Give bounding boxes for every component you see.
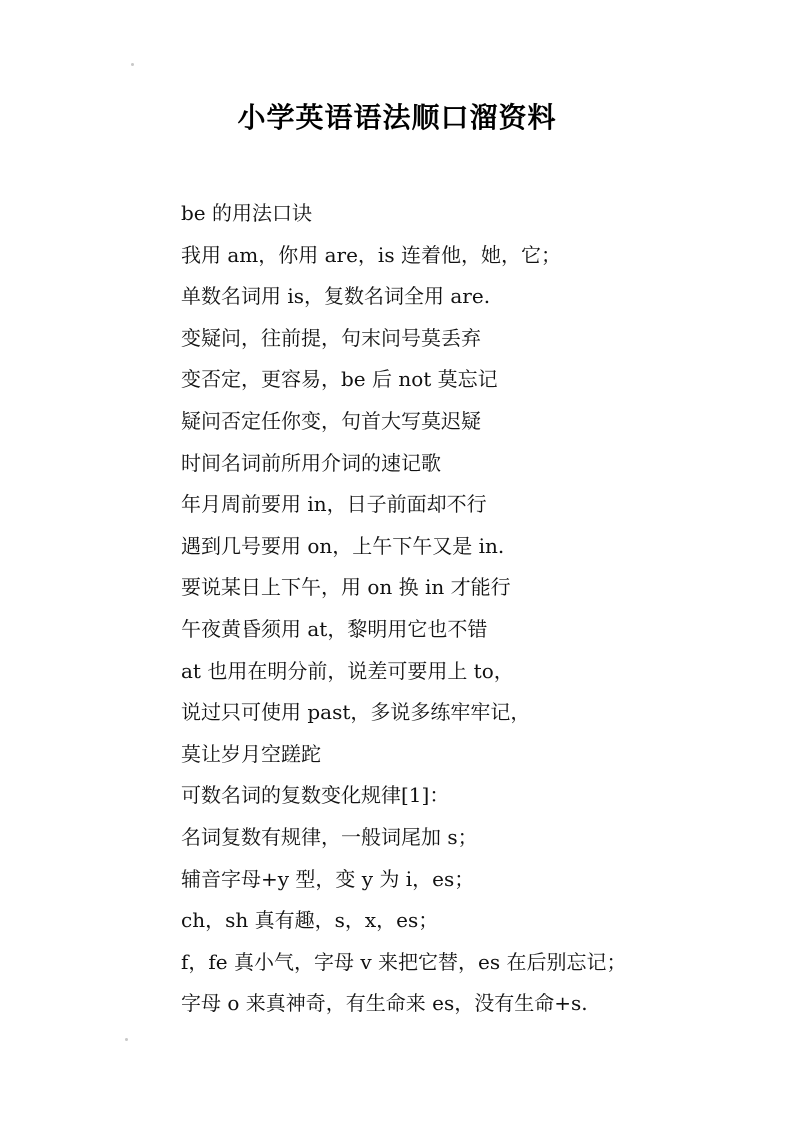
text-line: 名词复数有规律，一般词尾加 s； xyxy=(181,824,478,849)
text-line: be 的用法口诀 xyxy=(181,201,312,225)
text-line: 说过只可使用 past，多说多练牢牢记， xyxy=(181,700,531,725)
scan-speck-top xyxy=(131,63,134,66)
text-line: 年月周前要用 in，日子前面却不行 xyxy=(181,492,487,517)
text-line: f，fe 真小气，字母 v 来把它替，es 在后别忘记； xyxy=(181,949,627,974)
text-line: 要说某日上下午，用 on 换 in 才能行 xyxy=(181,575,511,600)
text-line: 字母 o 来真神奇，有生命来 es，没有生命+s. xyxy=(181,991,588,1016)
text-line: ch，sh 真有趣，s，x，es； xyxy=(181,908,439,933)
text-line: 午夜黄昏须用 at，黎明用它也不错 xyxy=(181,616,488,641)
text-line: 可数名词的复数变化规律[1]： xyxy=(181,783,450,808)
text-line: 辅音字母+y 型，变 y 为 i，es； xyxy=(181,866,475,891)
text-line: 时间名词前所用介词的速记歌 xyxy=(181,450,441,475)
text-line: 我用 am，你用 are，is 连着他，她，它； xyxy=(181,242,561,267)
text-line: 遇到几号要用 on，上午下午又是 in. xyxy=(181,533,505,558)
text-line: 单数名词用 is，复数名词全用 are. xyxy=(181,284,491,309)
document-title: 小学英语语法顺口溜资料 xyxy=(237,101,557,134)
document-body xyxy=(181,193,741,1025)
text-line: 疑问否定任你变，句首大写莫迟疑 xyxy=(181,408,481,433)
text-line: 变疑问，往前提，句末问号莫丢弃 xyxy=(181,325,481,350)
text-line: 莫让岁月空蹉跎 xyxy=(181,741,321,766)
text-line: at 也用在明分前，说差可要用上 to， xyxy=(181,658,514,683)
scan-speck-bottom xyxy=(125,1038,128,1041)
text-line: 变否定，更容易，be 后 not 莫忘记 xyxy=(181,367,498,392)
